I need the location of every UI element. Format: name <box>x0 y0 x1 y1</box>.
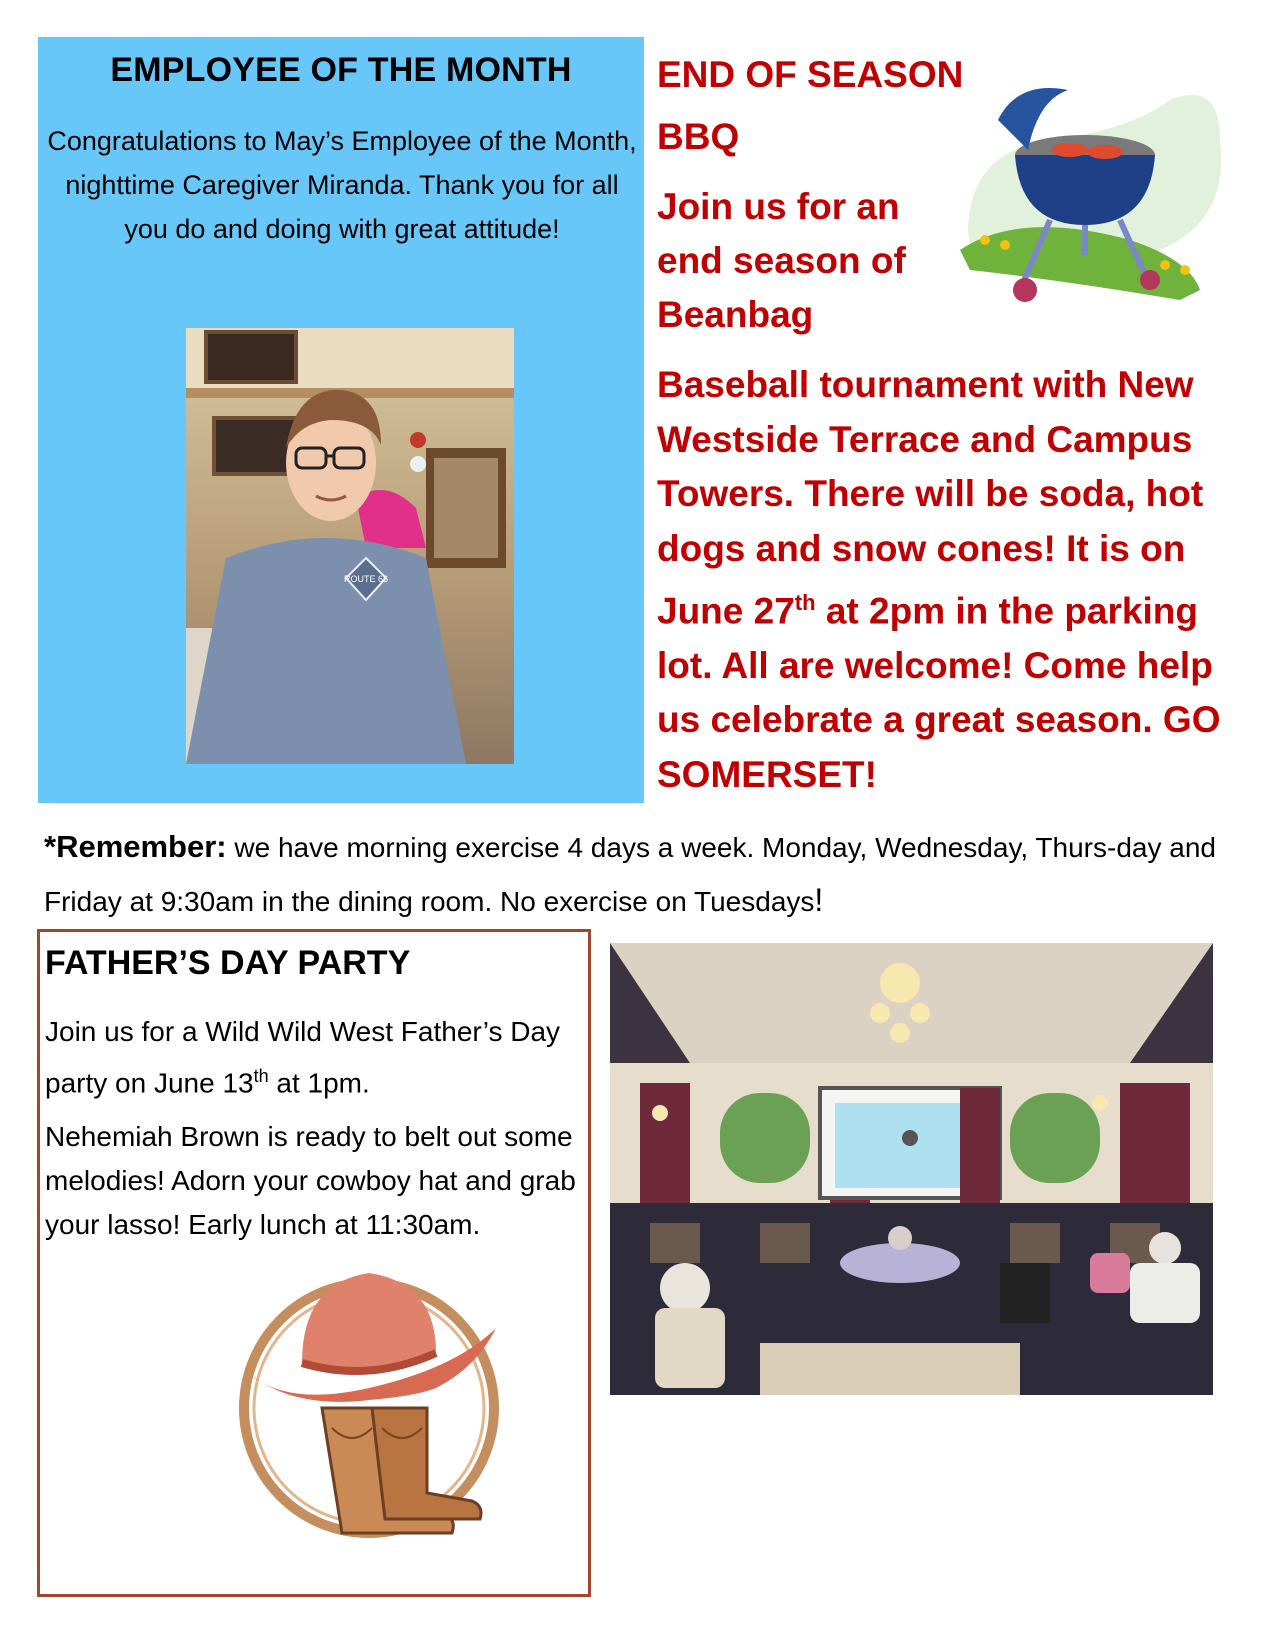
reminder-end: ! <box>814 882 824 918</box>
bbq-body-text <box>657 358 1257 802</box>
bbq-body-part2: at 2pm in the parking lot. All are welcome! Come help us celebrate a great season. GO SOMERSET! <box>657 590 1221 795</box>
exercise-class-photo <box>610 943 1213 1395</box>
exercise-reminder <box>44 820 1244 928</box>
cowboy-hat-boots-icon <box>232 1258 506 1542</box>
bbq-date-suffix: th <box>794 590 816 615</box>
reminder-text: we have morning exercise 4 days a week. Monday, Wednesday, Thurs-day and Friday at 9:30am in the dining room. No exercise on Tuesdays <box>44 832 1216 917</box>
shirt-logo-text: ROUTE 66 <box>343 574 389 584</box>
employee-photo-illustration <box>186 328 514 764</box>
reminder-lead: *Remember: <box>44 829 227 864</box>
bbq-join-text: Join us for an end season of Beanbag <box>657 186 906 335</box>
fathers-day-paragraph-2: Nehemiah Brown is ready to belt out some melodies! Adorn your cowboy hat and grab your lasso! Early lunch at 11:30am. <box>45 1121 576 1240</box>
employee-of-month-text: Congratulations to May’s Employee of the Month, nighttime Caregiver Miranda. Thank you for all you do and doing with great attitude! <box>47 126 637 244</box>
bbq-body-part1: Baseball tournament with New Westside Terrace and Campus Towers. There will be soda, hot dogs and snow cones! It is on June 27 <box>657 364 1204 632</box>
fathers-day-date-suffix: th <box>253 1066 269 1086</box>
fathers-day-title: FATHER’S DAY PARTY <box>45 944 411 982</box>
employee-of-month-title: EMPLOYEE OF THE MONTH <box>110 51 572 89</box>
fathers-day-p1-part1: Join us for a Wild Wild West Father’s Day party on June 13 <box>45 1016 561 1099</box>
employee-of-month-panel <box>38 37 644 803</box>
fathers-day-paragraph-1 <box>45 1010 580 1105</box>
grill-icon <box>950 80 1230 310</box>
employee-photo <box>186 328 514 764</box>
bbq-title: END OF SEASON BBQ <box>657 54 964 157</box>
fathers-day-p1-part2: at 1pm. <box>268 1067 370 1099</box>
